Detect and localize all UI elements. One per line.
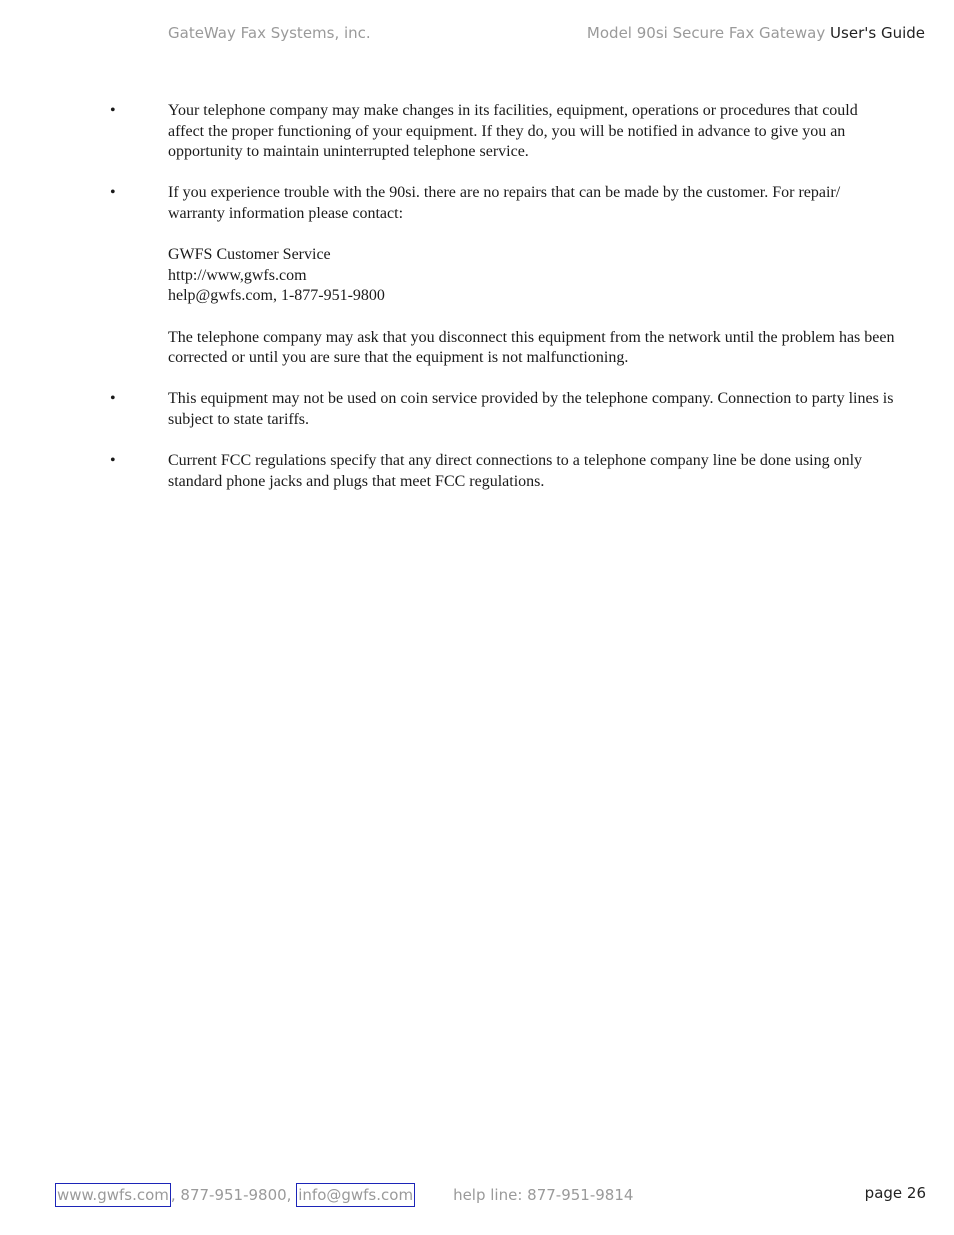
bullet: • — [110, 452, 116, 470]
paragraph: If you experience trouble with the 90si. there are no repairs that can be made by the customer. For repair/ warranty information please contact: — [168, 184, 841, 222]
bullet: • — [110, 390, 116, 408]
list-item — [0, 389, 896, 430]
header-product: Model 90si Secure Fax Gateway — [586, 24, 826, 42]
footer-phone: , 877-951-9800, — [170, 1186, 297, 1204]
header-title — [587, 24, 925, 42]
list-item — [0, 101, 896, 163]
website-link[interactable]: www.gwfs.com — [55, 1183, 171, 1207]
contact-website: http://www,gwfs.com — [168, 266, 307, 284]
contact-email-phone: help@gwfs.com, 1-877-951-9800 — [168, 287, 385, 305]
paragraph: This equipment may not be used on coin service provided by the telephone company. Connection to party lines is subject to state tariffs. — [168, 390, 894, 428]
contact-block — [168, 245, 896, 307]
paragraph: The telephone company may ask that you disconnect this equipment from the network until the problem has been corrected or until you are sure that the equipment is not malfunctioning. — [168, 328, 895, 367]
helpline-text: help line: 877-951-9814 — [453, 1186, 634, 1204]
footer — [55, 1183, 926, 1207]
list-item — [0, 451, 896, 492]
paragraph: Current FCC regulations specify that any direct connections to a telephone company line be done using only standard phone jacks and plugs that meet FCC regulations. — [168, 452, 863, 490]
list-item — [0, 183, 896, 368]
document-body — [0, 101, 954, 513]
paragraph: Your telephone company may make changes in its facilities, equipment, operations or procedures that could affect the proper functioning of your equipment. If they do, you will be notified in advance to give you an opportunity to maintain uninterrupted telephone service. — [168, 102, 858, 161]
bullet: • — [110, 184, 116, 202]
page-number: page 26 — [864, 1184, 926, 1202]
email-link[interactable]: info@gwfs.com — [296, 1183, 415, 1207]
header-company: GateWay Fax Systems, inc. — [168, 24, 371, 42]
header-guide: User's Guide — [830, 24, 925, 42]
bullet: • — [110, 102, 116, 119]
contact-name: GWFS Customer Service — [168, 246, 331, 264]
